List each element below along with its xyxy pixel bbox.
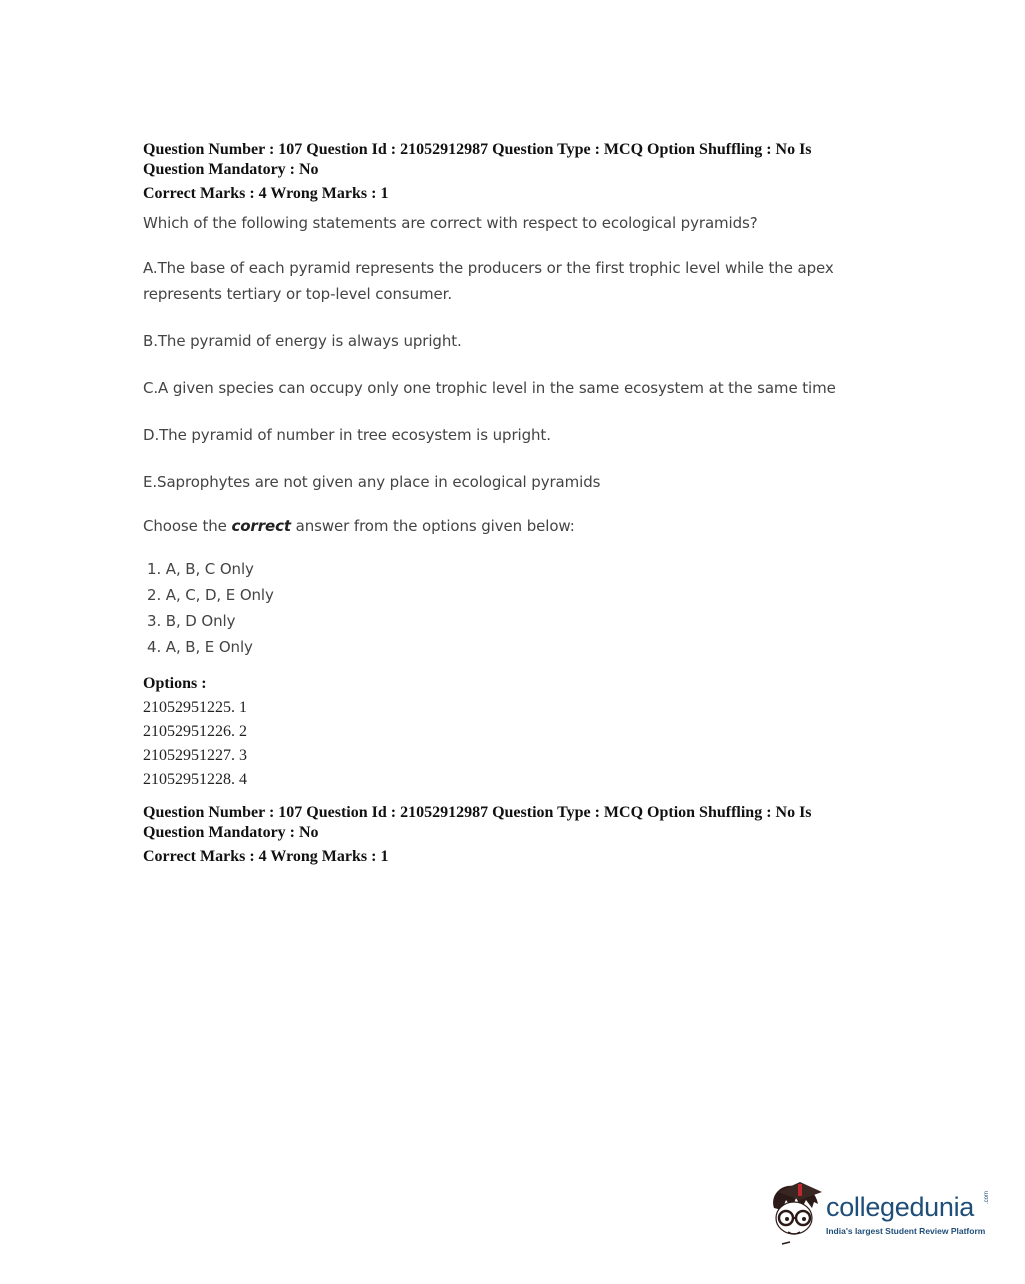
- statement-a-line1: A.The base of each pyramid represents the producers or the first trophic level while the apex: [143, 259, 834, 277]
- question-block-2: [143, 803, 883, 867]
- options-title: Options :: [143, 675, 207, 692]
- question-header-line1: Question Number : 107 Question Id : 21052912987 Question Type : MCQ Option Shuffling : No Is: [143, 141, 812, 158]
- question-meta-2: [143, 803, 883, 867]
- statement-d: D.The pyramid of number in tree ecosystem is upright.: [143, 426, 551, 444]
- collegedunia-logo: [766, 1178, 996, 1248]
- logo-wordmark: collegedunia: [826, 1192, 975, 1222]
- question-meta: [143, 140, 883, 204]
- question-marks: Correct Marks : 4 Wrong Marks : 1: [143, 185, 389, 202]
- answer-item: 2. A, C, D, E Only: [147, 586, 274, 604]
- answer-item: 4. A, B, E Only: [147, 638, 253, 656]
- statement-c: C.A given species can occupy only one trophic level in the same ecosystem at the same time: [143, 379, 836, 397]
- logo-com: .com: [984, 1190, 990, 1204]
- statement-a-line2: represents tertiary or top-level consumer.: [143, 285, 452, 303]
- choose-instruction: [143, 515, 883, 537]
- answer-list: [143, 556, 883, 660]
- choose-before: Choose the: [143, 517, 232, 535]
- question-marks: Correct Marks : 4 Wrong Marks : 1: [143, 848, 389, 865]
- option-item: 21052951226. 2: [143, 723, 247, 740]
- option-item: 21052951225. 1: [143, 699, 247, 716]
- statement-e: E.Saprophytes are not given any place in ecological pyramids: [143, 473, 601, 491]
- question-stem: Which of the following statements are correct with respect to ecological pyramids?: [143, 214, 758, 232]
- statement-a: [143, 255, 883, 307]
- question-header-line1: Question Number : 107 Question Id : 21052912987 Question Type : MCQ Option Shuffling : No Is: [143, 804, 812, 821]
- answer-item: 3. B, D Only: [147, 612, 236, 630]
- choose-bold: correct: [231, 517, 291, 535]
- choose-after: answer from the options given below:: [290, 517, 575, 535]
- option-item: 21052951228. 4: [143, 771, 247, 788]
- answer-item: 1. A, B, C Only: [147, 560, 254, 578]
- question-header-line2: Question Mandatory : No: [143, 161, 319, 178]
- logo-tagline: India's largest Student Review Platform: [826, 1226, 986, 1236]
- question-block: [143, 140, 883, 792]
- option-item: 21052951227. 3: [143, 747, 247, 764]
- statement-b: B.The pyramid of energy is always upright.: [143, 332, 462, 350]
- mascot-icon: [766, 1178, 826, 1248]
- question-header-line2: Question Mandatory : No: [143, 824, 319, 841]
